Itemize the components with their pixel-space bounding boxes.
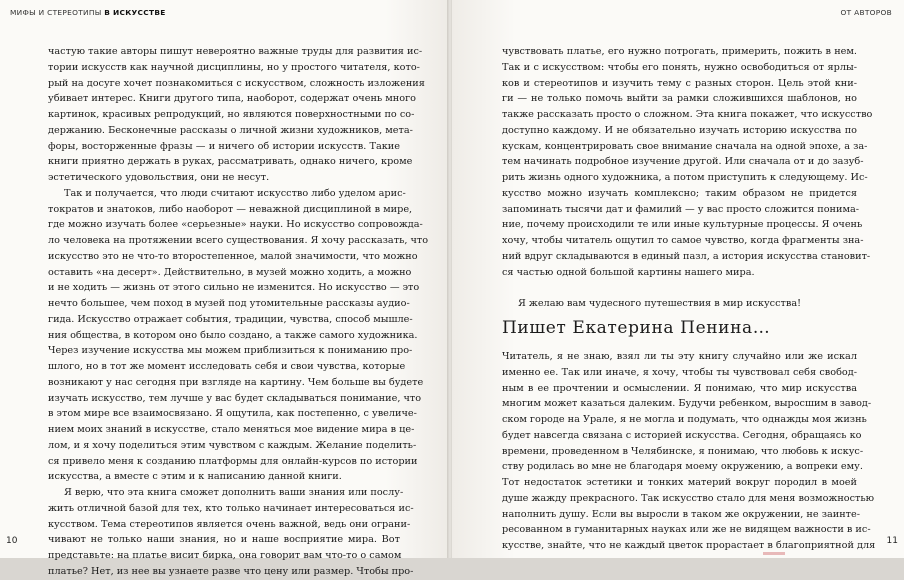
text-line: времени, проведенном в Челябинске, я понимаю, что любовь к искус-	[502, 445, 864, 457]
text-line: жить отличной базой для тех, кто только начинает интересоваться ис-	[48, 502, 414, 514]
text-line: ском городе на Урале, я не могла и подумать, что однажды моя жизнь	[502, 414, 867, 425]
text-line: многим может казаться далеким. Будучи ребенком, выросшим в завод-	[502, 398, 872, 410]
text-line: ным в ее прочтении и осмыслении. Я понимаю, что мир искусства	[502, 382, 857, 394]
text-line: кусстве, знайте, что не каждый цветок прорастает в благоприятной для	[502, 540, 876, 551]
text-line: нием моих знаний в искусстве, стало меняться мое видение мира в це-	[48, 424, 415, 435]
text-line: чувствовать платье, его нужно потрогать, примерить, пожить в нем.	[502, 46, 857, 57]
text-line: возникают у нас сегодня при взгляде на картину. Чем больше вы будете	[48, 376, 424, 388]
text-line: ся привело меня к созданию платформы для онлайн-курсов по истории	[48, 455, 418, 467]
text-line: лом, и я хочу поделиться этим чувством с каждым. Желание поделить-	[48, 439, 417, 451]
text-line: платье? Нет, из нее вы узнаете разве что цену или размер. Чтобы про-	[48, 565, 414, 577]
text-line: оставить «на десерт». Действительно, в музей можно ходить, а можно	[48, 266, 412, 278]
section-heading: Пишет Екатерина Пенина…	[502, 318, 771, 338]
text-line: Я верю, что эта книга сможет дополнить ваши знания или послу-	[64, 487, 404, 498]
right-body-text-2	[502, 349, 876, 554]
closing-line: Я желаю вам чудесного путешествия в мир искусства!	[518, 298, 801, 309]
text-line: искусства, а вместе с этим и к написанию данной книги.	[48, 471, 342, 483]
text-line: Читатель, я не знаю, взял ли ты эту книгу случайно или же искал	[502, 351, 857, 362]
text-line: нечто большее, чем поход в музей под утомительные рассказы аудио-	[48, 298, 410, 309]
text-line: и не ходить — жизнь от этого сильно не изменится. Но искусство — это	[48, 282, 420, 294]
page-number-right: 11	[886, 536, 898, 546]
left-body-text	[48, 44, 429, 580]
text-line: шлого, но в тот же момент исследовать себя и свои чувства, которые	[48, 361, 406, 372]
text-line: Так и с искусством: чтобы его понять, нужно освободиться от ярлы-	[502, 61, 857, 73]
text-line: кускам, концентрировать свое внимание сначала на одной эпохе, а за-	[502, 140, 868, 152]
text-line: именно ее. Так или иначе, я хочу, чтобы ты чувствовал себя свобод-	[502, 366, 857, 378]
text-line: картинок, красивых репродукций, но являются поверхностными по со-	[48, 109, 415, 120]
text-line: рить жизнь одного художника, а потом приступить к следующему. Ис-	[502, 172, 868, 183]
text-line: тократов и знатоков, либо наоборот — неважной дисциплиной в мире,	[48, 203, 413, 215]
left-page	[0, 0, 448, 577]
text-line: доступно каждому. И не обязательно изучать историю искусства по	[502, 124, 857, 136]
paragraph-gap	[502, 280, 857, 296]
text-line: кусством. Тема стереотипов является очень важной, ведь они ограни-	[48, 518, 411, 530]
text-line: гида. Искусство отражает события, традиции, чувства, способ мышле-	[48, 313, 413, 325]
text-line: будет навсегда связана с историей искусства. Сегодня, обращаясь ко	[502, 429, 862, 441]
text-line: запоминать тысячи дат и фамилий — у вас просто сложится понима-	[502, 203, 860, 215]
running-head-left-strong: В ИСКУССТВЕ	[104, 8, 166, 17]
text-line: ресованном в гуманитарных науках или же не видящем важности в ис-	[502, 524, 871, 536]
text-line: ству родилась во мне не благодаря моему окружению, а вопреки ему.	[502, 461, 863, 473]
text-line: ков и стереотипов и изучить тему с разных сторон. Цель этой кни-	[502, 77, 857, 89]
text-line: ся частью одной большой картины нашего мира.	[502, 266, 755, 278]
text-line: где можно изучать более «серьезные» науки. Но искусство сопровожда-	[48, 219, 423, 231]
text-line: представьте: на платье висит бирка, она говорит вам что-то о самом	[48, 550, 402, 561]
text-line: тории искусств как научной дисциплины, но у простого читателя, кото-	[48, 61, 420, 73]
text-line: душе жажду прекрасного. Так искусство стало для меня возможностью	[502, 492, 875, 504]
text-line: форы, восторженные фразы — и ничего об истории искусств. Такие	[48, 140, 400, 152]
text-line: держанию. Бесконечные рассказы о личной жизни художников, мета-	[48, 124, 413, 136]
text-line: чивают не только наши знания, но и наше восприятие мира. Вот	[48, 534, 400, 546]
text-line: ло человека на протяжении всего существования. Я хочу рассказать, что	[48, 235, 429, 246]
right-body-text	[502, 44, 873, 312]
text-line: рый на досуге хочет познакомиться с искусством, сложность изложения	[48, 77, 425, 89]
running-head-left-prefix: МИФЫ И СТЕРЕОТИПЫ	[10, 8, 105, 17]
bookmark-ribbon	[763, 552, 785, 555]
text-line: ния общества, в котором оно было создано, а также самого художника.	[48, 329, 418, 341]
text-line: также рассказать просто о сложном. Эта книга покажет, что искусство	[502, 109, 873, 120]
text-line: частую такие авторы пишут невероятно важные труды для развития ис-	[48, 46, 423, 57]
text-line: в этом мире все взаимосвязано. Я ощутила, как постепенно, с увеличе-	[48, 408, 417, 420]
text-line: наполнить душу. Если вы выросли в таком же окружении, не заинте-	[502, 508, 861, 520]
text-line: книги приятно держать в руках, рассматривать, однако ничего, кроме	[48, 156, 413, 168]
right-page	[452, 0, 904, 558]
text-line: Тот недостаток эстетики и тонких материй вокруг породил в моей	[502, 477, 857, 488]
text-line: эстетического удовольствия, они не несут.	[48, 172, 270, 183]
running-head-right: ОТ АВТОРОВ	[840, 8, 892, 17]
running-head-left	[10, 8, 166, 17]
text-line: тем начинать подробное изучение другой. Или сначала от и до зазуб-	[502, 156, 864, 168]
text-line: убивает интерес. Книги другого типа, наоборот, содержат очень много	[48, 93, 416, 105]
page-number-left: 10	[6, 536, 18, 546]
text-line: ний вдруг складываются в единый пазл, а история искусства становит-	[502, 250, 871, 262]
text-line: хочу, чтобы читатель ощутил то самое чувство, когда фрагменты зна-	[502, 235, 864, 246]
text-line: ние, почему происходили те или иные культурные процессы. Я очень	[502, 219, 863, 231]
text-line: Через изучение искусства мы можем приблизиться к пониманию про-	[48, 345, 413, 357]
text-line: кусство можно изучать комплексно; таким образом не придется	[502, 187, 857, 199]
text-line: искусство это не что-то второстепенное, малой значимости, что можно	[48, 250, 418, 262]
text-line: изучать искусство, тем лучше у вас будет складываться понимание, что	[48, 392, 422, 404]
text-line: ги — не только помочь выйти за рамки сложившихся шаблонов, но	[502, 93, 857, 105]
text-line: Так и получается, что люди считают искусство либо уделом арис-	[64, 187, 406, 199]
